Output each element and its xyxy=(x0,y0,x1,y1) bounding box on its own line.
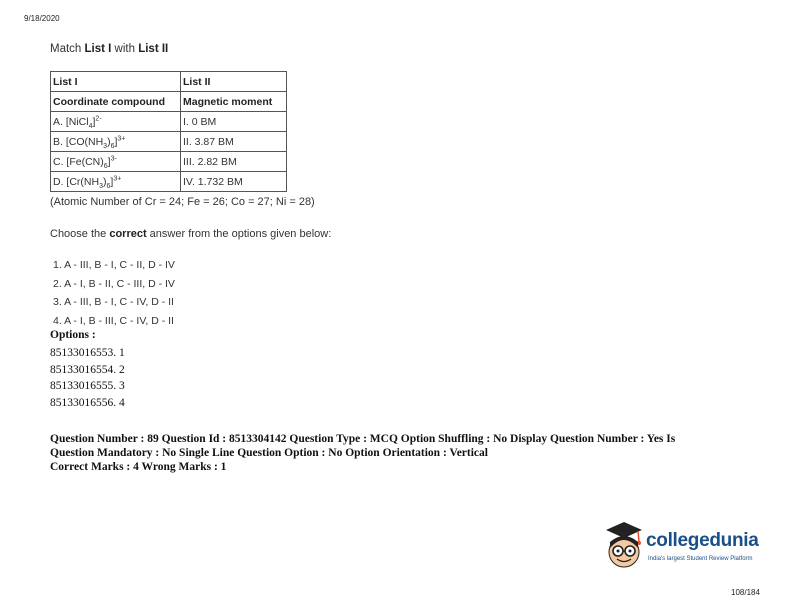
compound-cell: D. $[Cr(NH_3)_6]^{3+}$ xyxy=(51,172,181,192)
table-header-row xyxy=(51,72,287,92)
option-id: 85133016556. 4 xyxy=(50,396,125,409)
table-row xyxy=(51,132,287,152)
choose-instruction: Choose the correct answer from the options given below: xyxy=(50,228,332,240)
table-subheader-row xyxy=(51,92,287,112)
logo-wordmark: collegedunia xyxy=(646,530,759,551)
subheader-moment: Magnetic moment xyxy=(181,92,287,112)
moment-cell: IV. 1.732 BM xyxy=(181,172,287,192)
option-id: 85133016555. 3 xyxy=(50,380,125,392)
compound-cell: B. $[CO(NH_3)_6]^{3+}$ xyxy=(51,132,181,152)
metadata-line: Question Number : 89 Question Id : 8513304142 Question Type : MCQ Option Shuffling : No Display Question Number : Yes Is xyxy=(50,433,676,445)
subheader-compound: Coordinate compound xyxy=(51,92,181,112)
header-list-2: List II xyxy=(181,72,287,92)
metadata-line: Question Mandatory : No Single Line Question Option : No Option Orientation : Vertical xyxy=(50,447,488,459)
moment-cell: I. 0 BM xyxy=(181,112,287,132)
table-row xyxy=(51,112,287,132)
header-list-1: List I xyxy=(51,72,181,92)
collegedunia-logo xyxy=(602,520,772,576)
compound-cell: C. $[Fe(CN)_6]^{3-}$ xyxy=(51,152,181,172)
answer-option: 1. A - III, B - I, C - II, D - IV xyxy=(53,259,175,271)
option-id: 85133016553. 1 xyxy=(50,347,125,359)
print-date: 9/18/2020 xyxy=(24,14,60,23)
mascot-icon xyxy=(602,520,646,576)
option-id-list xyxy=(50,346,125,412)
table-row xyxy=(51,172,287,192)
moment-cell: II. 3.87 BM xyxy=(181,132,287,152)
question-intro: Match List I with List II xyxy=(50,43,169,55)
match-table xyxy=(50,71,287,192)
compound-cell: A. [NiCl$_4$]$^{2-}$ xyxy=(51,112,181,132)
answer-option: 4. A - I, B - III, C - IV, D - II xyxy=(53,314,174,327)
metadata-line: Correct Marks : 4 Wrong Marks : 1 xyxy=(50,461,227,473)
atomic-number-note: (Atomic Number of Cr = 24; Fe = 26; Co = 27; Ni = 28) xyxy=(50,196,315,208)
logo-tagline: India's largest Student Review Platform xyxy=(648,556,753,562)
page-number: 108/184 xyxy=(731,588,760,597)
moment-cell: III. 2.82 BM xyxy=(181,152,287,172)
table-row xyxy=(51,152,287,172)
answer-option: 3. A - III, B - I, C - IV, D - II xyxy=(53,296,174,308)
question-metadata xyxy=(50,432,750,474)
answer-option: 2. A - I, B - II, C - III, D - IV xyxy=(53,277,175,290)
option-id: 85133016554. 2 xyxy=(50,363,125,376)
options-label: Options : xyxy=(50,329,96,341)
answer-options-list xyxy=(53,258,175,332)
